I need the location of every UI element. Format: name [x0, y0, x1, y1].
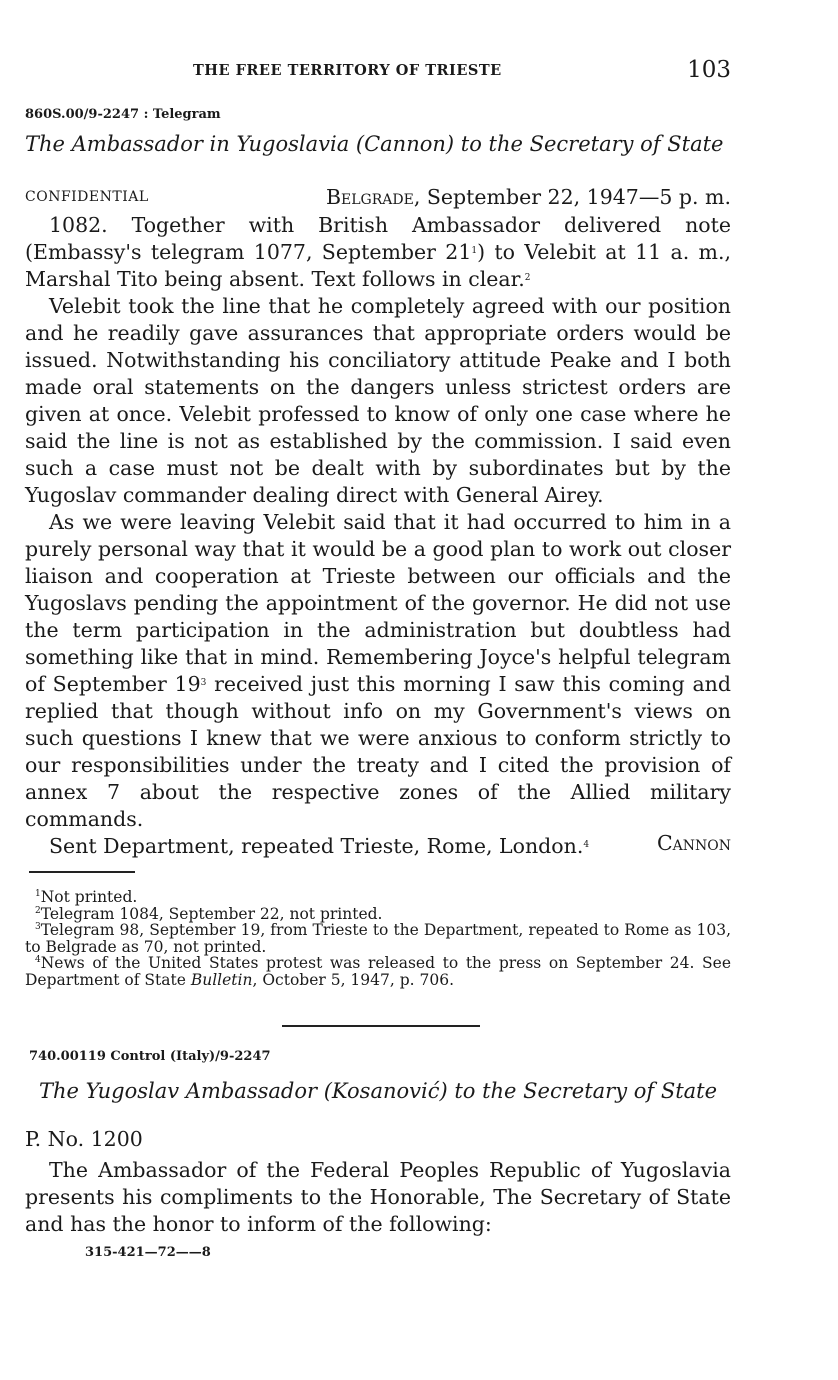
footnote: $^2$Telegram 1084, September 22, not printed. — [35, 904, 383, 923]
place: Belgrade — [325, 185, 414, 209]
footnote-ref: 4 — [583, 840, 590, 850]
classification-label: CONFIDENTIAL — [25, 189, 149, 205]
footnote: $^4$News of the United States protest was released to the press on September 24. See Department of State Bulletin, October 5, 1947, p. 706. — [25, 954, 731, 989]
signature: Cannon — [656, 831, 731, 855]
paragraph: As we were leaving Velebit said that it had occurred to him in a purely personal way that it would be a good plan to work out closer liaison and cooperation at Trieste between our officials and the Yugoslavs pending the appointment of the governor. He did not use the term participation in the administration but doubtless had something like that in mind. Remembering Joyce's helpful telegram of September $19^3$ received just this morning I saw this coming and replied that though without info on my Government's views on such questions I knew that we were anxious to conform strictly to our responsibilities under the treaty and I cited the provision of annex 7 about the respective zones of the Allied military commands. — [25, 510, 731, 831]
document-heading: The Yugoslav Ambassador (Kosanović) to the Secretary of State — [38, 1079, 718, 1103]
footnote-ref: 3 — [200, 678, 207, 688]
running-header-title: THE FREE TERRITORY OF TRIESTE — [193, 62, 502, 79]
reference-number: P. No. 1200 — [25, 1127, 143, 1151]
page-number: 103 — [687, 57, 731, 83]
footnote-rule — [29, 871, 135, 873]
paragraph: 1082. Together with British Ambassador delivered note (Embassy's telegram 1077, September $21^1$) to Velebit at 11 a. m., Marshal Tito being absent. Text follows in clear.$^2$ — [25, 213, 732, 291]
document-heading: The Ambassador in Yugoslavia (Cannon) to the Secretary of State — [25, 132, 724, 156]
paragraph: Sent Department, repeated Trieste, Rome, London.$^4$ — [49, 834, 590, 858]
document-file-id: 860S.00/9-2247 : Telegram — [25, 107, 221, 122]
footnote: $^1$Not printed. — [35, 888, 138, 906]
note-body — [25, 1157, 731, 1238]
document-file-id: 740.00119 Control (Italy)/9-2247 — [29, 1049, 271, 1064]
date: , September 22, 1947—5 p. m. — [413, 185, 731, 209]
dateline — [25, 184, 731, 212]
telegram-body — [25, 212, 731, 860]
footnotes — [25, 889, 731, 988]
footnote-ref: 1 — [471, 246, 478, 256]
printer-mark: 315-421—72——8 — [85, 1245, 211, 1260]
footnote-ref: 2 — [524, 273, 531, 283]
place-date — [326, 184, 731, 211]
section-divider — [282, 1025, 480, 1027]
paragraph: Velebit took the line that he completely agreed with our position and he readily gave assurances that appropriate orders would be issued. Notwithstanding his conciliatory attitude Peake and I both made oral statements on the dangers unless strictest orders are given at once. Velebit professed to know of only one case where he said the line is not as established by the commission. I said even such a case must not be dealt with by subordinates but by the Yugoslav commander dealing direct with General Airey. — [25, 294, 731, 507]
paragraph: The Ambassador of the Federal Peoples Republic of Yugoslavia presents his compliments to the Honorable, The Secretary of State and has the honor to inform of the following: — [25, 1158, 731, 1236]
footnote: $^3$Telegram 98, September 19, from Trieste to the Department, repeated to Rome as 103, to Belgrade as 70, not printed. — [25, 921, 731, 956]
